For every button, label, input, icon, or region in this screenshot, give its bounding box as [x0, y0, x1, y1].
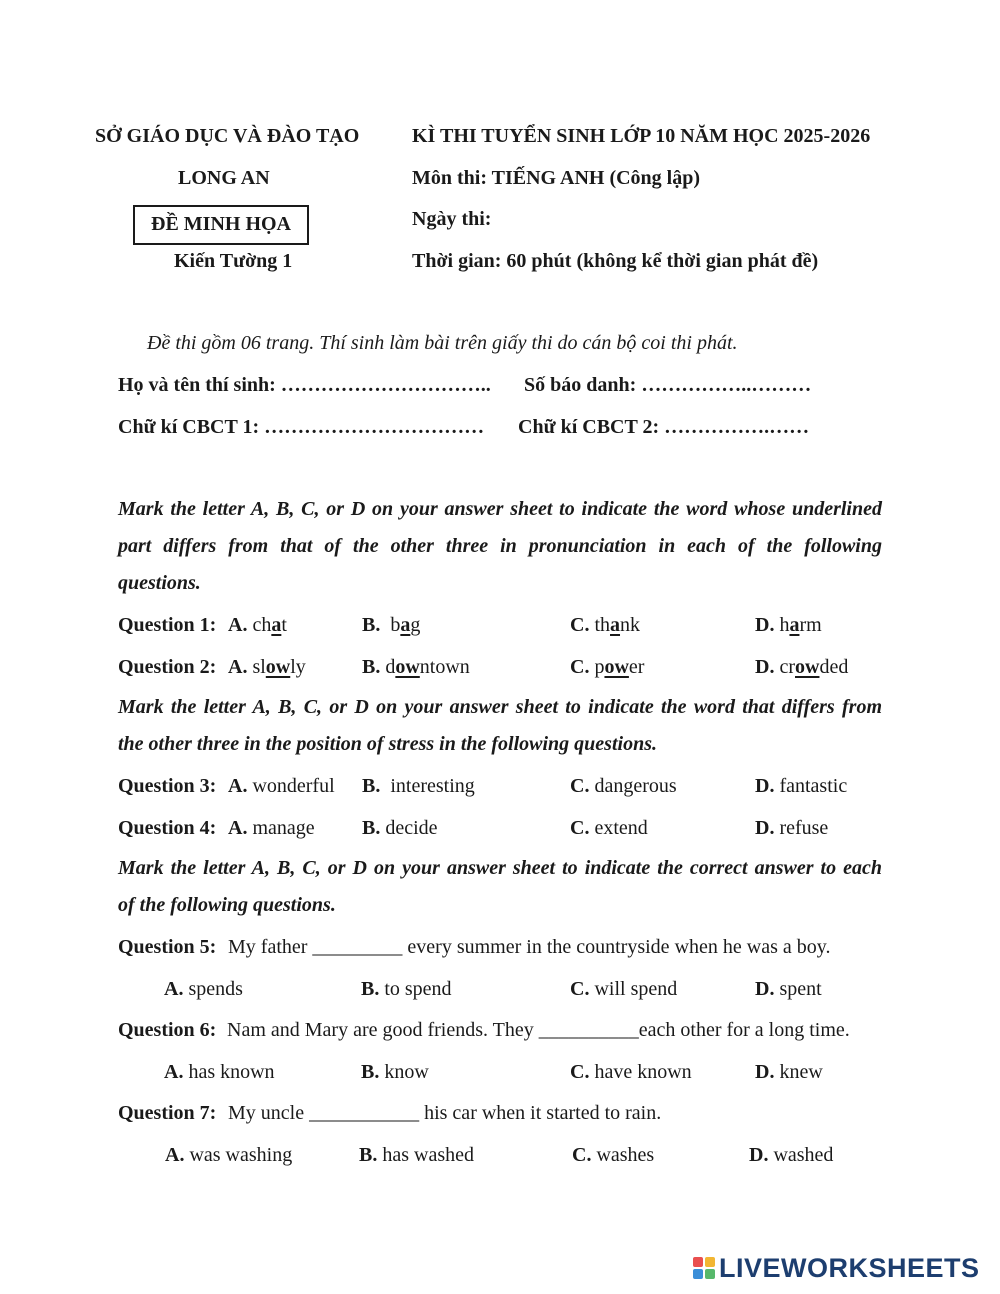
- option-c[interactable]: C. will spend: [570, 978, 678, 1000]
- option-d[interactable]: D. knew: [755, 1061, 823, 1083]
- option-a[interactable]: A. spends: [164, 978, 243, 1000]
- option-c[interactable]: C. have known: [570, 1061, 692, 1083]
- option-c[interactable]: C. dangerous: [570, 775, 677, 797]
- question-stem: My uncle ___________ his car when it started to rain.: [228, 1102, 662, 1124]
- section-2-instruction: Mark the letter A, B, C, or D on your answer sheet to indicate the word that differs from the other three in the position of stress in the following questions.: [118, 696, 882, 755]
- option-c[interactable]: C. thank: [570, 614, 641, 636]
- author-name: Kiến Tường 1: [174, 250, 293, 272]
- option-c[interactable]: C. extend: [570, 817, 648, 839]
- liveworksheets-wordmark: LIVEWORKSHEETS: [719, 1252, 980, 1283]
- option-b[interactable]: B. decide: [362, 817, 438, 839]
- exam-duration: Thời gian: 60 phút (không kể thời gian phát đề): [412, 250, 819, 272]
- question-label: Question 3:: [118, 775, 217, 797]
- exam-date: Ngày thi:: [412, 208, 492, 230]
- option-d[interactable]: D. refuse: [755, 817, 829, 839]
- question-label: Question 5:: [118, 936, 217, 958]
- question-label: Question 2:: [118, 656, 217, 678]
- option-b[interactable]: B. to spend: [361, 978, 452, 1000]
- department-name: SỞ GIÁO DỤC VÀ ĐÀO TẠO: [95, 125, 360, 147]
- option-d[interactable]: D. fantastic: [755, 775, 848, 797]
- option-b[interactable]: B. know: [361, 1061, 429, 1083]
- option-b[interactable]: B. downtown: [362, 656, 470, 678]
- section-3-instruction: Mark the letter A, B, C, or D on your answer sheet to indicate the correct answer to each of the following questions.: [118, 857, 882, 916]
- question-label: Question 6:: [118, 1019, 217, 1041]
- liveworksheets-mark-icon: [693, 1257, 715, 1279]
- option-b[interactable]: B. has washed: [359, 1144, 474, 1166]
- exam-notice: Đề thi gồm 06 trang. Thí sinh làm bài trên giấy thi do cán bộ coi thi phát.: [147, 332, 738, 354]
- section-1-instruction: Mark the letter A, B, C, or D on your answer sheet to indicate the word whose underlined part differs from that of the other three in pronunciation in each of the following questions.: [118, 498, 882, 594]
- supervisor-signature-1: Chữ kí CBCT 1: ……………………………: [118, 416, 485, 438]
- question-stem: My father _________ every summer in the countryside when he was a boy.: [228, 936, 831, 958]
- option-d[interactable]: D. harm: [755, 614, 822, 636]
- question-label: Question 4:: [118, 817, 217, 839]
- option-b[interactable]: B. interesting: [362, 775, 475, 797]
- question-label: Question 7:: [118, 1102, 217, 1124]
- option-a[interactable]: A. manage: [228, 817, 315, 839]
- exam-title: KÌ THI TUYỂN SINH LỚP 10 NĂM HỌC 2025-2026: [412, 125, 871, 147]
- option-d[interactable]: D. washed: [749, 1144, 834, 1166]
- candidate-name-field: Họ và tên thí sinh: …………………………..: [118, 374, 491, 396]
- option-d[interactable]: D. crowded: [755, 656, 849, 678]
- option-c[interactable]: C. washes: [572, 1144, 655, 1166]
- option-b[interactable]: B. bag: [362, 614, 421, 636]
- sample-exam-badge: ĐỀ MINH HỌA: [133, 205, 309, 245]
- question-label: Question 1:: [118, 614, 217, 636]
- candidate-id-field: Số báo danh: ……………..………: [524, 374, 812, 396]
- supervisor-signature-2: Chữ kí CBCT 2: …………….……: [518, 416, 810, 438]
- liveworksheets-logo: [693, 1253, 980, 1283]
- option-d[interactable]: D. spent: [755, 978, 822, 1000]
- option-a[interactable]: A. was washing: [165, 1144, 293, 1166]
- question-stem: Nam and Mary are good friends. They __________each other for a long time.: [227, 1019, 850, 1041]
- option-c[interactable]: C. power: [570, 656, 645, 678]
- exam-subject: Môn thi: TIẾNG ANH (Công lập): [412, 167, 701, 189]
- option-a[interactable]: A. chat: [228, 614, 287, 636]
- province-name: LONG AN: [178, 167, 270, 189]
- option-a[interactable]: A. wonderful: [228, 775, 335, 797]
- option-a[interactable]: A. slowly: [228, 656, 306, 678]
- option-a[interactable]: A. has known: [164, 1061, 275, 1083]
